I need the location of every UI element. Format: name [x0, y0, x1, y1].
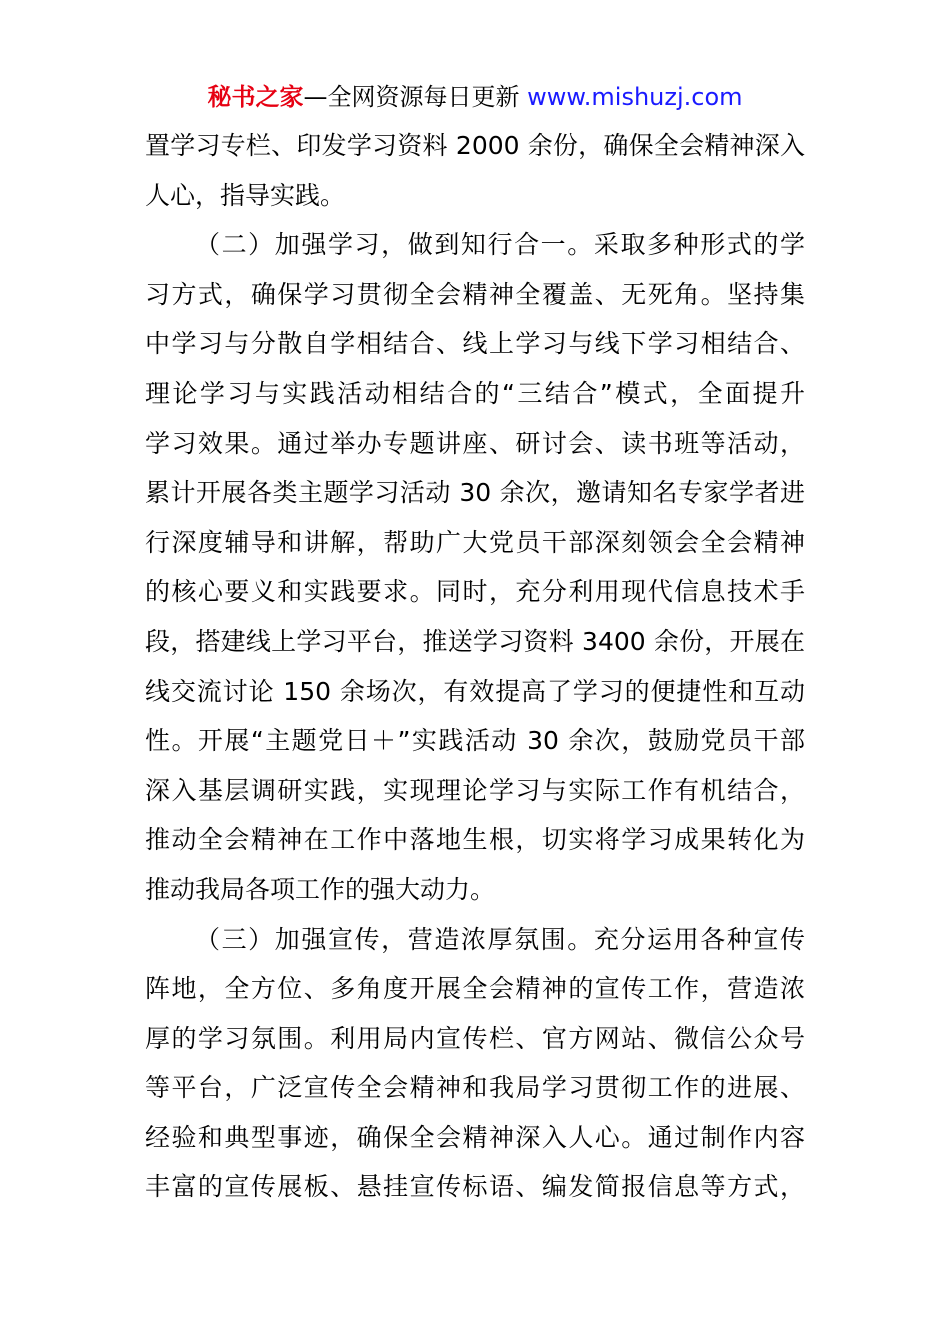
text-line: 丰富的宣传展板、悬挂宣传标语、编发简报信息等方式， [145, 1172, 805, 1202]
header-tagline: —全网资源每日更新 [303, 83, 528, 111]
text-line: 理论学习与实践活动相结合的“三结合”模式，全面提升 [145, 378, 805, 408]
text-line: 累计开展各类主题学习活动 30 余次，邀请知名专家学者进 [145, 478, 805, 508]
paragraph-strengthen-publicity [145, 915, 805, 1213]
text-line: 经验和典型事迹，确保全会精神深入人心。通过制作内容 [145, 1122, 805, 1152]
text-line: 置学习专栏、印发学习资料 2000 余份，确保全会精神深入 [145, 131, 805, 160]
paragraph-strengthen-study [145, 220, 805, 914]
text-line: 等平台，广泛宣传全会精神和我局学习贯彻工作的进展、 [145, 1073, 805, 1103]
text-line: 推动我局各项工作的强大动力。 [145, 874, 496, 904]
text-line: 厚的学习氛围。利用局内宣传栏、官方网站、微信公众号 [145, 1023, 805, 1053]
text-line: 阵地，全方位、多角度开展全会精神的宣传工作，营造浓 [145, 974, 805, 1004]
site-header [0, 80, 950, 114]
text-line: 人心，指导实践。 [145, 180, 346, 210]
text-line: 段，搭建线上学习平台，推送学习资料 3400 余份，开展在 [145, 626, 805, 656]
text-line: （三）加强宣传，营造浓厚氛围。充分运用各种宣传 [195, 924, 805, 954]
text-line: 线交流讨论 150 余场次，有效提高了学习的便捷性和互动 [145, 676, 805, 706]
text-line: 的核心要义和实践要求。同时，充分利用现代信息技术手 [145, 577, 805, 607]
paragraph-continuation [145, 121, 805, 220]
text-line: （二）加强学习，做到知行合一。采取多种形式的学 [195, 230, 805, 260]
text-line: 行深度辅导和讲解，帮助广大党员干部深刻领会全会精神 [145, 527, 805, 557]
text-line: 推动全会精神在工作中落地生根，切实将学习成果转化为 [145, 825, 805, 855]
text-line: 深入基层调研实践，实现理论学习与实际工作有机结合， [145, 775, 805, 805]
text-line: 习方式，确保学习贯彻全会精神全覆盖、无死角。坚持集 [145, 279, 805, 309]
site-url-link[interactable]: www.mishuzj.com [527, 83, 743, 111]
text-line: 中学习与分散自学相结合、线上学习与线下学习相结合、 [145, 329, 805, 359]
text-line: 性。开展“主题党日＋”实践活动 30 余次，鼓励党员干部 [145, 726, 805, 756]
text-line: 学习效果。通过举办专题讲座、研讨会、读书班等活动， [145, 428, 805, 458]
document-body [145, 121, 805, 1212]
brand-name: 秘书之家 [207, 83, 304, 111]
